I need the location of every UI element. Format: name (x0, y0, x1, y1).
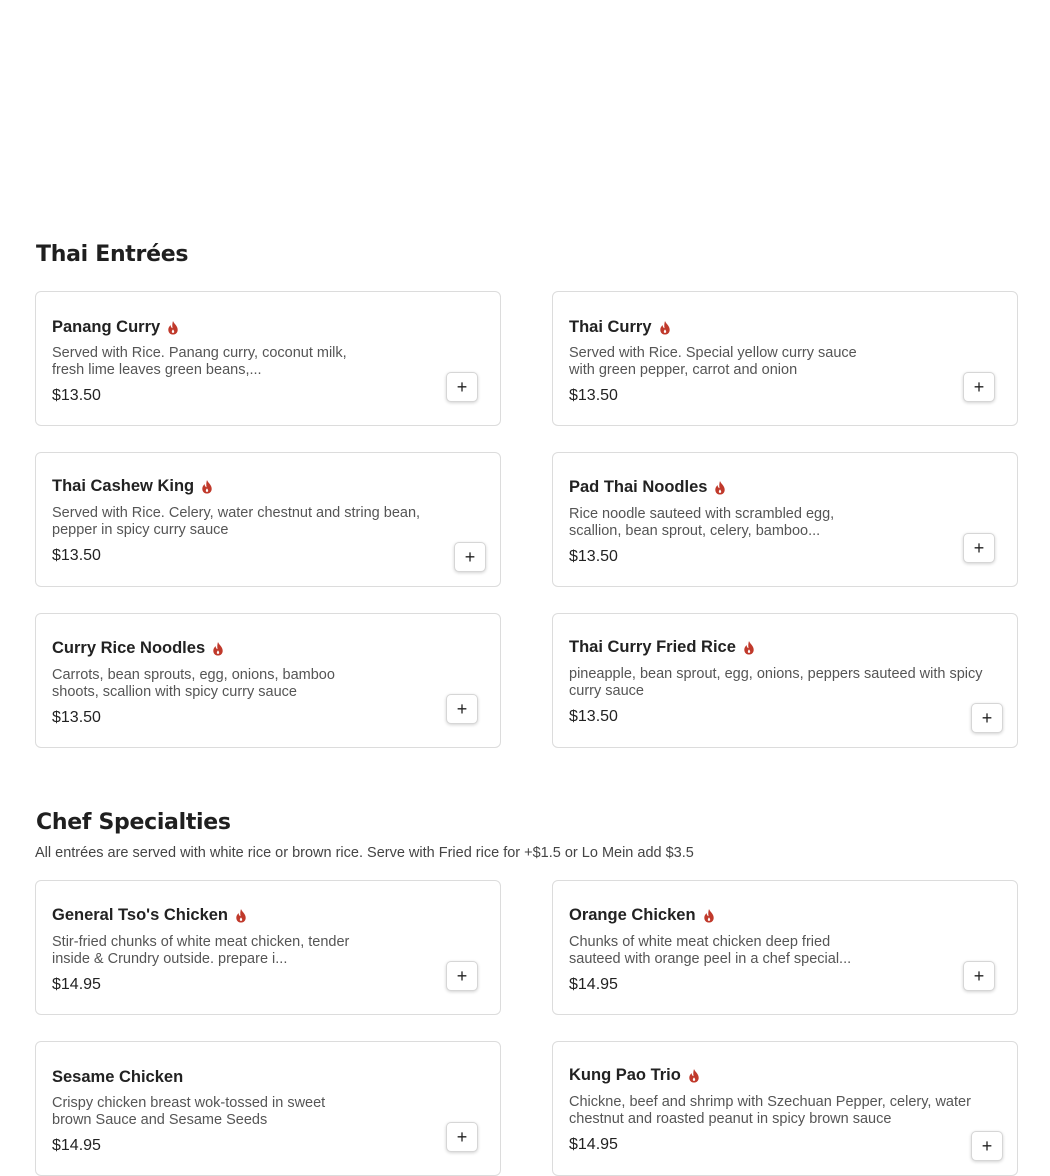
flame-icon (211, 641, 225, 656)
menu-item-name: Kung Pao Trio (569, 1066, 701, 1085)
menu-item-description: Chickne, beef and shrimp with Szechuan Pepper, celery, water chestnut and roasted peanut in spicy brown sauce (569, 1094, 971, 1127)
flame-icon (713, 480, 727, 495)
add-to-cart-button[interactable]: + (963, 961, 995, 991)
menu-item-card[interactable] (35, 291, 501, 426)
menu-item-description: Chunks of white meat chicken deep fried sauteed with orange peel in a chef special... (569, 934, 852, 967)
flame-icon (742, 640, 756, 655)
menu-item-price: $14.95 (52, 976, 101, 993)
menu-item-price: $13.50 (52, 547, 101, 564)
section-description: All entrées are served with white rice or brown rice. Serve with Fried rice for +$1.5 or Lo Mein add $3.5 (35, 845, 694, 861)
menu-item-card[interactable] (35, 452, 501, 587)
menu-item-name: Thai Curry Fried Rice (569, 638, 756, 657)
add-to-cart-button[interactable]: + (446, 694, 478, 724)
section-title-thai-entrees: Thai Entrées (36, 242, 189, 267)
menu-item-description: Served with Rice. Special yellow curry sauce with green pepper, carrot and onion (569, 345, 857, 378)
menu-item-name: Panang Curry (52, 318, 180, 337)
menu-item-description: pineapple, bean sprout, egg, onions, peppers sauteed with spicy curry sauce (569, 666, 983, 699)
menu-item-price: $13.50 (569, 548, 618, 565)
menu-item-name: Thai Cashew King (52, 477, 214, 496)
menu-item-price: $13.50 (52, 709, 101, 726)
flame-icon (687, 1068, 701, 1083)
menu-item-description: Carrots, bean sprouts, egg, onions, bamboo shoots, scallion with spicy curry sauce (52, 667, 335, 700)
menu-item-description: Rice noodle sauteed with scrambled egg, scallion, bean sprout, celery, bamboo... (569, 506, 835, 539)
menu-item-description: Served with Rice. Panang curry, coconut milk, fresh lime leaves green beans,... (52, 345, 347, 378)
menu-item-card[interactable] (35, 613, 501, 748)
menu-item-price: $13.50 (569, 708, 618, 725)
menu-item-card[interactable] (552, 613, 1018, 748)
menu-item-card[interactable] (552, 452, 1018, 587)
menu-item-card[interactable] (552, 1041, 1018, 1176)
add-to-cart-button[interactable]: + (963, 372, 995, 402)
menu-item-card[interactable] (552, 291, 1018, 426)
menu-item-price: $14.95 (569, 1136, 618, 1153)
menu-item-price: $14.95 (52, 1137, 101, 1154)
menu-item-name: General Tso's Chicken (52, 906, 248, 925)
menu-item-name: Pad Thai Noodles (569, 478, 727, 497)
menu-item-price: $13.50 (569, 387, 618, 404)
flame-icon (234, 908, 248, 923)
menu-item-price: $13.50 (52, 387, 101, 404)
menu-item-description: Served with Rice. Celery, water chestnut and string bean, pepper in spicy curry sauce (52, 505, 421, 538)
add-to-cart-button[interactable]: + (971, 1131, 1003, 1161)
menu-item-price: $14.95 (569, 976, 618, 993)
menu-item-description: Crispy chicken breast wok-tossed in sweet brown Sauce and Sesame Seeds (52, 1095, 326, 1128)
flame-icon (166, 320, 180, 335)
menu-item-name: Orange Chicken (569, 906, 716, 925)
flame-icon (658, 320, 672, 335)
menu-item-card[interactable] (35, 1041, 501, 1176)
add-to-cart-button[interactable]: + (971, 703, 1003, 733)
flame-icon (200, 479, 214, 494)
menu-item-description: Stir-fried chunks of white meat chicken, tender inside & Crundry outside. prepare i... (52, 934, 350, 967)
menu-item-card[interactable] (35, 880, 501, 1015)
menu-item-name: Sesame Chicken (52, 1068, 184, 1086)
add-to-cart-button[interactable]: + (963, 533, 995, 563)
add-to-cart-button[interactable]: + (446, 372, 478, 402)
menu-item-name: Curry Rice Noodles (52, 639, 225, 658)
add-to-cart-button[interactable]: + (454, 542, 486, 572)
add-to-cart-button[interactable]: + (446, 961, 478, 991)
add-to-cart-button[interactable]: + (446, 1122, 478, 1152)
section-title-chef-specialties: Chef Specialties (36, 810, 231, 835)
flame-icon (702, 908, 716, 923)
menu-item-card[interactable] (552, 880, 1018, 1015)
menu-item-name: Thai Curry (569, 318, 672, 337)
